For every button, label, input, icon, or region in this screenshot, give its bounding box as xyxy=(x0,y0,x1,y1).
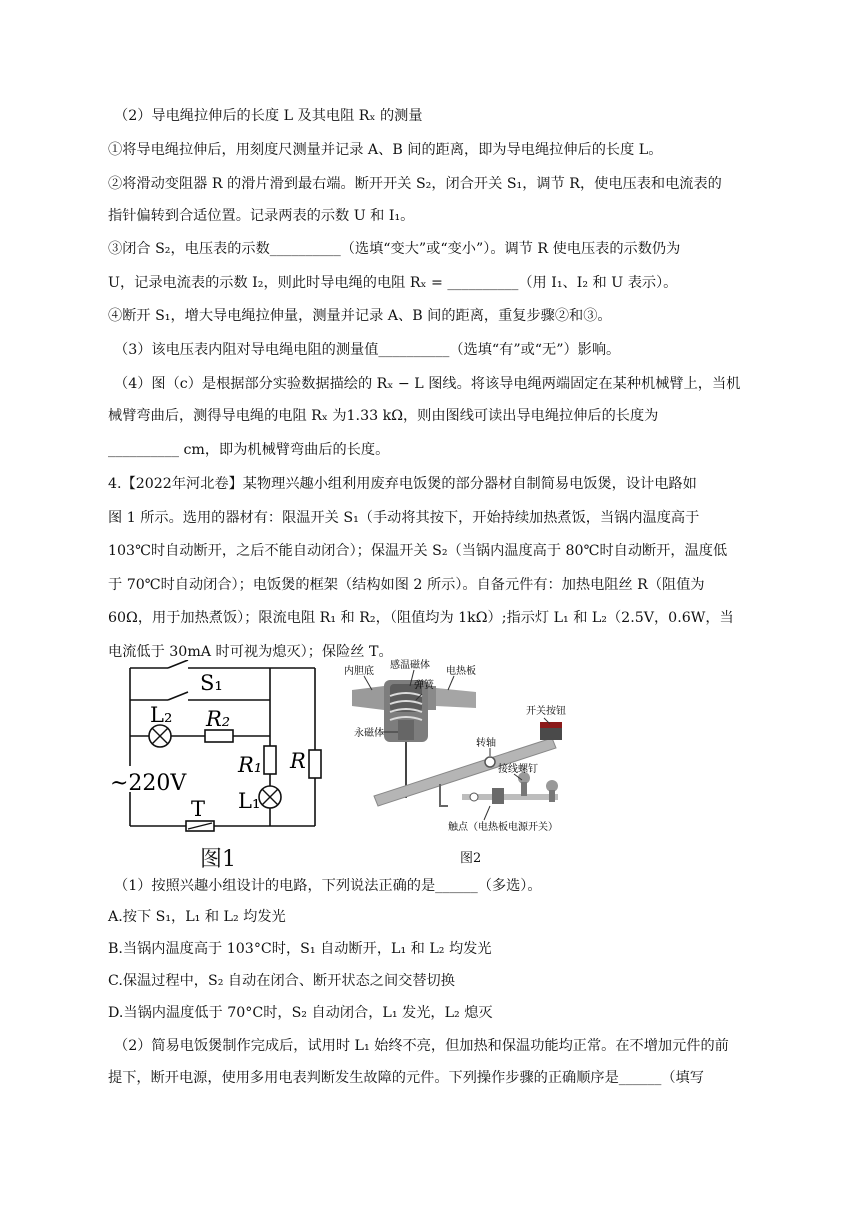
label-inner-bottom: 内胆底 xyxy=(344,666,374,677)
fuse-t-symbol xyxy=(186,821,214,831)
label-r2: R₂ xyxy=(206,707,231,731)
label-voltage: ~220V xyxy=(110,771,187,796)
label-contact: 触点（电热板电源开关） xyxy=(448,822,558,833)
question-line: （1）按照兴趣小组设计的电路，下列说法正确的是______（多选）。 xyxy=(114,878,542,894)
lamp-l2-symbol xyxy=(149,725,171,747)
label-l1: L₁ xyxy=(238,789,261,813)
text-line: 指针偏转到合适位置。记录两表的示数 U 和 I₁。 xyxy=(108,208,415,224)
option-b: B.当锅内温度高于 103°C时，S₁ 自动断开，L₁ 和 L₂ 均发光 xyxy=(108,941,492,957)
question-line: （2）简易电饭煲制作完成后，试用时 L₁ 始终不亮，但加热和保温功能均正常。在不增加元件的前 xyxy=(114,1038,729,1054)
lamp-l1-symbol xyxy=(259,786,281,808)
text-line: 图 1 所示。选用的器材有：限温开关 S₁（手动将其按下，开始持续加热煮饭，当锅内温度高于 xyxy=(108,510,700,526)
label-r: R xyxy=(290,749,306,773)
question-line: 提下，断开电源，使用多用电表判断发生故障的元件。下列操作步骤的正确顺序是______（填写 xyxy=(108,1070,704,1086)
text-line: __________ cm，即为机械臂弯曲后的长度。 xyxy=(108,442,390,458)
text-line: 于 70℃时自动闭合）；电饭煲的框架（结构如图 2 所示）。自备元件有：加热电阻丝 R（阻值为 xyxy=(108,577,705,593)
option-a: A.按下 S₁，L₁ 和 L₂ 均发光 xyxy=(108,909,286,925)
label-sensor-magnet: 感温磁体 xyxy=(390,660,430,671)
text-line: ④断开 S₁，增大导电绳拉伸量，测量并记录 A、B 间的距离，重复步骤②和③。 xyxy=(108,308,612,324)
label-permanent-magnet: 永磁体 xyxy=(354,728,384,739)
figure-1-caption: 图1 xyxy=(200,847,236,872)
label-heater-plate: 电热板 xyxy=(446,666,476,677)
option-c: C.保温过程中，S₂ 自动在闭合、断开状态之间交替切换 xyxy=(108,973,455,989)
text-line: ①将导电绳拉伸后，用刻度尺测量并记录 A、B 间的距离，即为导电绳拉伸后的长度 L。 xyxy=(108,142,663,158)
label-terminal-screw: 接线螺钉 xyxy=(498,764,538,775)
resistor-r-symbol xyxy=(309,750,321,778)
text-line: （2）导电绳拉伸后的长度 L 及其电阻 Rₓ 的测量 xyxy=(114,108,423,124)
text-line: （3）该电压表内阻对导电绳电阻的测量值__________（选填“有”或“无”）影响。 xyxy=(114,342,621,358)
text-line: U，记录电流表的示数 I₂，则此时导电绳的电阻 Rₓ = __________（用 I₁、I₂ 和 U 表示）。 xyxy=(108,275,678,291)
option-d: D.当锅内温度低于 70°C时，S₂ 自动闭合，L₁ 发光，L₂ 熄灭 xyxy=(108,1005,493,1021)
label-t: T xyxy=(191,797,206,821)
text-line: 60Ω，用于加热煮饭）；限流电阻 R₁ 和 R₂，（阻值均为 1kΩ）;指示灯 L₁ 和 L₂（2.5V，0.6W，当 xyxy=(108,610,734,626)
text-line: （4）图（c）是根据部分实验数据描绘的 Rₓ − L 图线。将该导电绳两端固定在某种机械臂上，当机 xyxy=(114,376,741,392)
text-line: 械臂弯曲后，测得导电绳的电阻 Rₓ 为1.33 kΩ，则由图线可读出导电绳拉伸后的长度为 xyxy=(108,408,659,424)
text-line: ②将滑动变阻器 R 的滑片滑到最右端。断开开关 S₂，闭合开关 S₁，调节 R，使电压表和电流表的 xyxy=(108,176,722,192)
label-switch-button: 开关按钮 xyxy=(526,706,566,717)
text-line: 4.【2022年河北卷】某物理兴趣小组利用废弃电饭煲的部分器材自制简易电饭煲，设计电路如 xyxy=(108,476,697,492)
figure-2-caption: 图2 xyxy=(460,851,482,866)
text-line: 电流低于 30mA 时可视为熄灭）；保险丝 T。 xyxy=(108,644,393,660)
label-s1: S₁ xyxy=(200,671,223,695)
resistor-r2-symbol xyxy=(205,730,233,742)
text-line: ③闭合 S₂，电压表的示数__________（选填“变大”或“变小”）。调节 R 使电压表的示数仍为 xyxy=(108,241,681,257)
resistor-r1-symbol xyxy=(264,746,276,774)
label-r1: R₁ xyxy=(238,753,263,777)
text-line: 103℃时自动断开，之后不能自动闭合）；保温开关 S₂（当锅内温度高于 80℃时自动断开，温度低 xyxy=(108,543,728,559)
circuit-diagram xyxy=(108,660,336,870)
label-l2: L₂ xyxy=(150,703,173,727)
label-pivot: 转轴 xyxy=(476,738,496,749)
mechanism-diagram xyxy=(344,656,594,840)
label-spring: 弹簧 xyxy=(414,680,434,691)
